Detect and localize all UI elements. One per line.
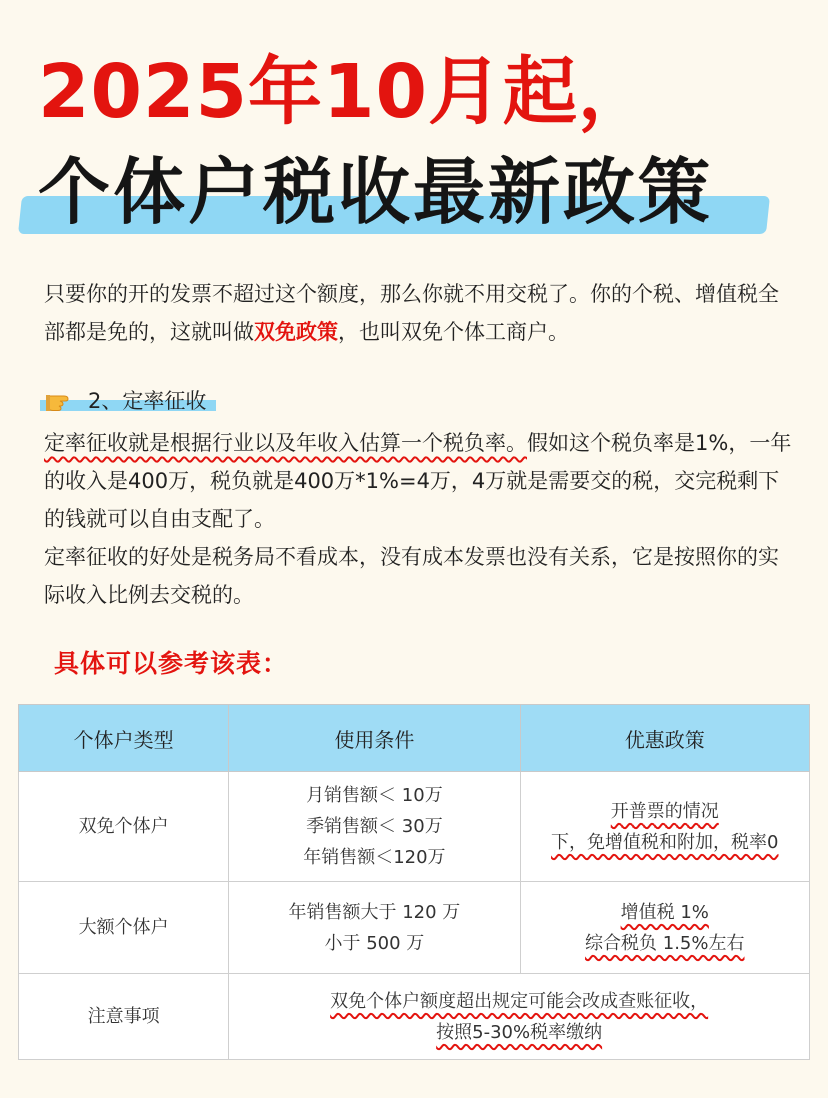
pointing-hand-icon (44, 386, 76, 414)
section-heading (44, 380, 210, 420)
condition-line: 小于 500 万 (324, 932, 425, 954)
header-policy: 优惠政策 (520, 705, 809, 772)
section-paragraph (44, 424, 794, 614)
row-conditions (229, 772, 520, 882)
policy-line: 下，免增值税和附加，税率0 (551, 831, 779, 853)
section-label: 2、定率征收 (84, 385, 210, 415)
row-conditions (229, 882, 520, 974)
row-type: 双免个体户 (19, 772, 229, 882)
condition-line: 年销售额＜120万 (303, 847, 446, 868)
section-benefit: 定率征收的好处是税务局不看成本，没有成本发票也没有关系，它是按照你的实际收入比例去交税的。 (44, 545, 779, 607)
table-title: 具体可以参考该表： (54, 649, 289, 678)
section-example: 假如这个税负率是1%，一年的收入是400万，税负就是400万*1%=4万，4万就是需要交的税，交完税剩下的钱就可以自由支配了。 (44, 431, 792, 531)
row-type: 大额个体户 (19, 882, 229, 974)
intro-paragraph (44, 275, 794, 351)
policy-table (18, 704, 810, 1060)
policy-line: 增值税 1% (620, 901, 709, 923)
intro-text-after: ，也叫双免个体工商户。 (338, 320, 569, 344)
table-row (19, 772, 810, 882)
condition-line: 季销售额＜ 30万 (306, 816, 443, 837)
row-note (229, 974, 810, 1060)
table-row (19, 882, 810, 974)
condition-line: 月销售额＜ 10万 (306, 785, 443, 806)
policy-line: 开普票的情况 (610, 800, 719, 822)
intro-highlight: 双免政策 (254, 320, 338, 344)
table-header-row (19, 705, 810, 772)
row-policy (520, 882, 809, 974)
section-key-sentence: 定率征收就是根据行业以及年收入估算一个税负率。 (44, 431, 527, 455)
row-policy (520, 772, 809, 882)
title-line-2-block (20, 140, 780, 250)
note-line: 按照5-30%税率缴纳 (436, 1021, 603, 1043)
note-line: 双免个体户额度超出规定可能会改成查账征收， (330, 990, 709, 1012)
intro-text-before: 只要你的开的发票不超过这个额度，那么你就不用交税了。你的个税、增值税全部都是免的，这就叫做 (44, 282, 779, 344)
title-line-1: 2025年10月起， (38, 49, 653, 135)
policy-line: 综合税负 1.5%左右 (585, 932, 745, 954)
row-type: 注意事项 (19, 974, 229, 1060)
title-line-2: 个体户税收最新政策 (38, 150, 714, 234)
header-type: 个体户类型 (19, 705, 229, 772)
table-row (19, 974, 810, 1060)
header-conditions: 使用条件 (229, 705, 520, 772)
condition-line: 年销售额大于 120 万 (288, 901, 461, 923)
